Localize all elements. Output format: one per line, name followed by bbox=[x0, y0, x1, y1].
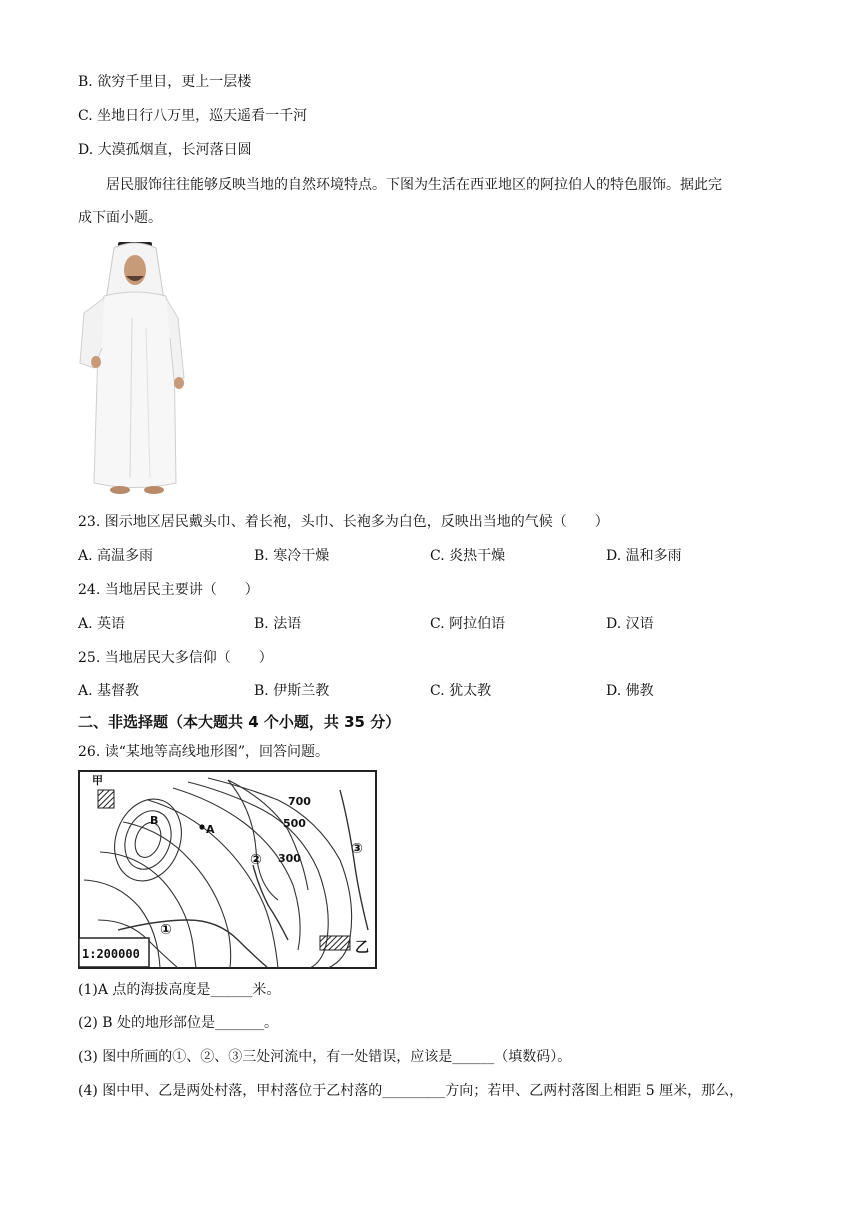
option-c: C. 坐地日行八万里，巡天遥看一千河 bbox=[78, 108, 308, 124]
q25-option-d: D. 佛教 bbox=[606, 683, 654, 699]
option-b: B. 欲穷千里目，更上一层楼 bbox=[78, 74, 252, 90]
q24-option-d: D. 汉语 bbox=[606, 616, 654, 632]
contour-map bbox=[78, 770, 378, 970]
q24-option-c: C. 阿拉伯语 bbox=[430, 616, 506, 632]
q24-option-a: A. 英语 bbox=[78, 616, 126, 632]
river-marker-1: ① bbox=[160, 922, 172, 938]
map-label-yi: 乙 bbox=[355, 940, 369, 956]
q26-sub1: (1)A 点的海拔高度是______米。 bbox=[78, 982, 281, 998]
contour-label-500: 500 bbox=[283, 817, 306, 830]
option-d: D. 大漠孤烟直，长河落日圆 bbox=[78, 142, 252, 158]
q24-option-b: B. 法语 bbox=[254, 616, 302, 632]
q25-option-b: B. 伊斯兰教 bbox=[254, 683, 330, 699]
river-marker-3: ③ bbox=[351, 841, 363, 857]
q23-option-a: A. 高温多雨 bbox=[78, 548, 154, 564]
q24-stem: 24. 当地居民主要讲（ ） bbox=[78, 582, 259, 598]
q23-stem: 23. 图示地区居民戴头巾、着长袍，头巾、长袍多为白色，反映出当地的气候（ ） bbox=[78, 514, 609, 530]
river-marker-2: ② bbox=[250, 852, 262, 868]
q26-stem: 26. 读“某地等高线地形图”，回答问题。 bbox=[78, 744, 330, 760]
q25-option-c: C. 犹太教 bbox=[430, 683, 492, 699]
q23-option-c: C. 炎热干燥 bbox=[430, 548, 506, 564]
q25-stem: 25. 当地居民大多信仰（ ） bbox=[78, 650, 273, 666]
q26-sub2: (2) B 处的地形部位是_______。 bbox=[78, 1015, 279, 1031]
section-heading: 二、非选择题（本大题共 4 个小题，共 35 分） bbox=[78, 713, 401, 731]
q23-option-b: B. 寒冷干燥 bbox=[254, 548, 330, 564]
q26-sub4: (4) 图中甲、乙是两处村落，甲村落位于乙村落的_________方向；若甲、乙两村落图上相距 5 厘米，那么， bbox=[78, 1083, 744, 1099]
q26-sub3: (3) 图中所画的①、②、③三处河流中，有一处错误，应该是______（填数码）。 bbox=[78, 1049, 572, 1065]
contour-label-300: 300 bbox=[278, 852, 301, 865]
map-label-a: A bbox=[206, 823, 215, 836]
contour-label-700: 700 bbox=[288, 795, 311, 808]
arab-dress-figure bbox=[74, 238, 190, 500]
map-label-b: B bbox=[150, 814, 159, 827]
map-label-jia: 甲 bbox=[92, 774, 103, 787]
q25-option-a: A. 基督教 bbox=[78, 683, 140, 699]
q23-option-d: D. 温和多雨 bbox=[606, 548, 682, 564]
map-scale: 1:200000 bbox=[82, 947, 140, 961]
intro-line-1: 居民服饰往往能够反映当地的自然环境特点。下图为生活在西亚地区的阿拉伯人的特色服饰。据此完 bbox=[106, 177, 722, 193]
intro-line-2: 成下面小题。 bbox=[78, 210, 162, 226]
